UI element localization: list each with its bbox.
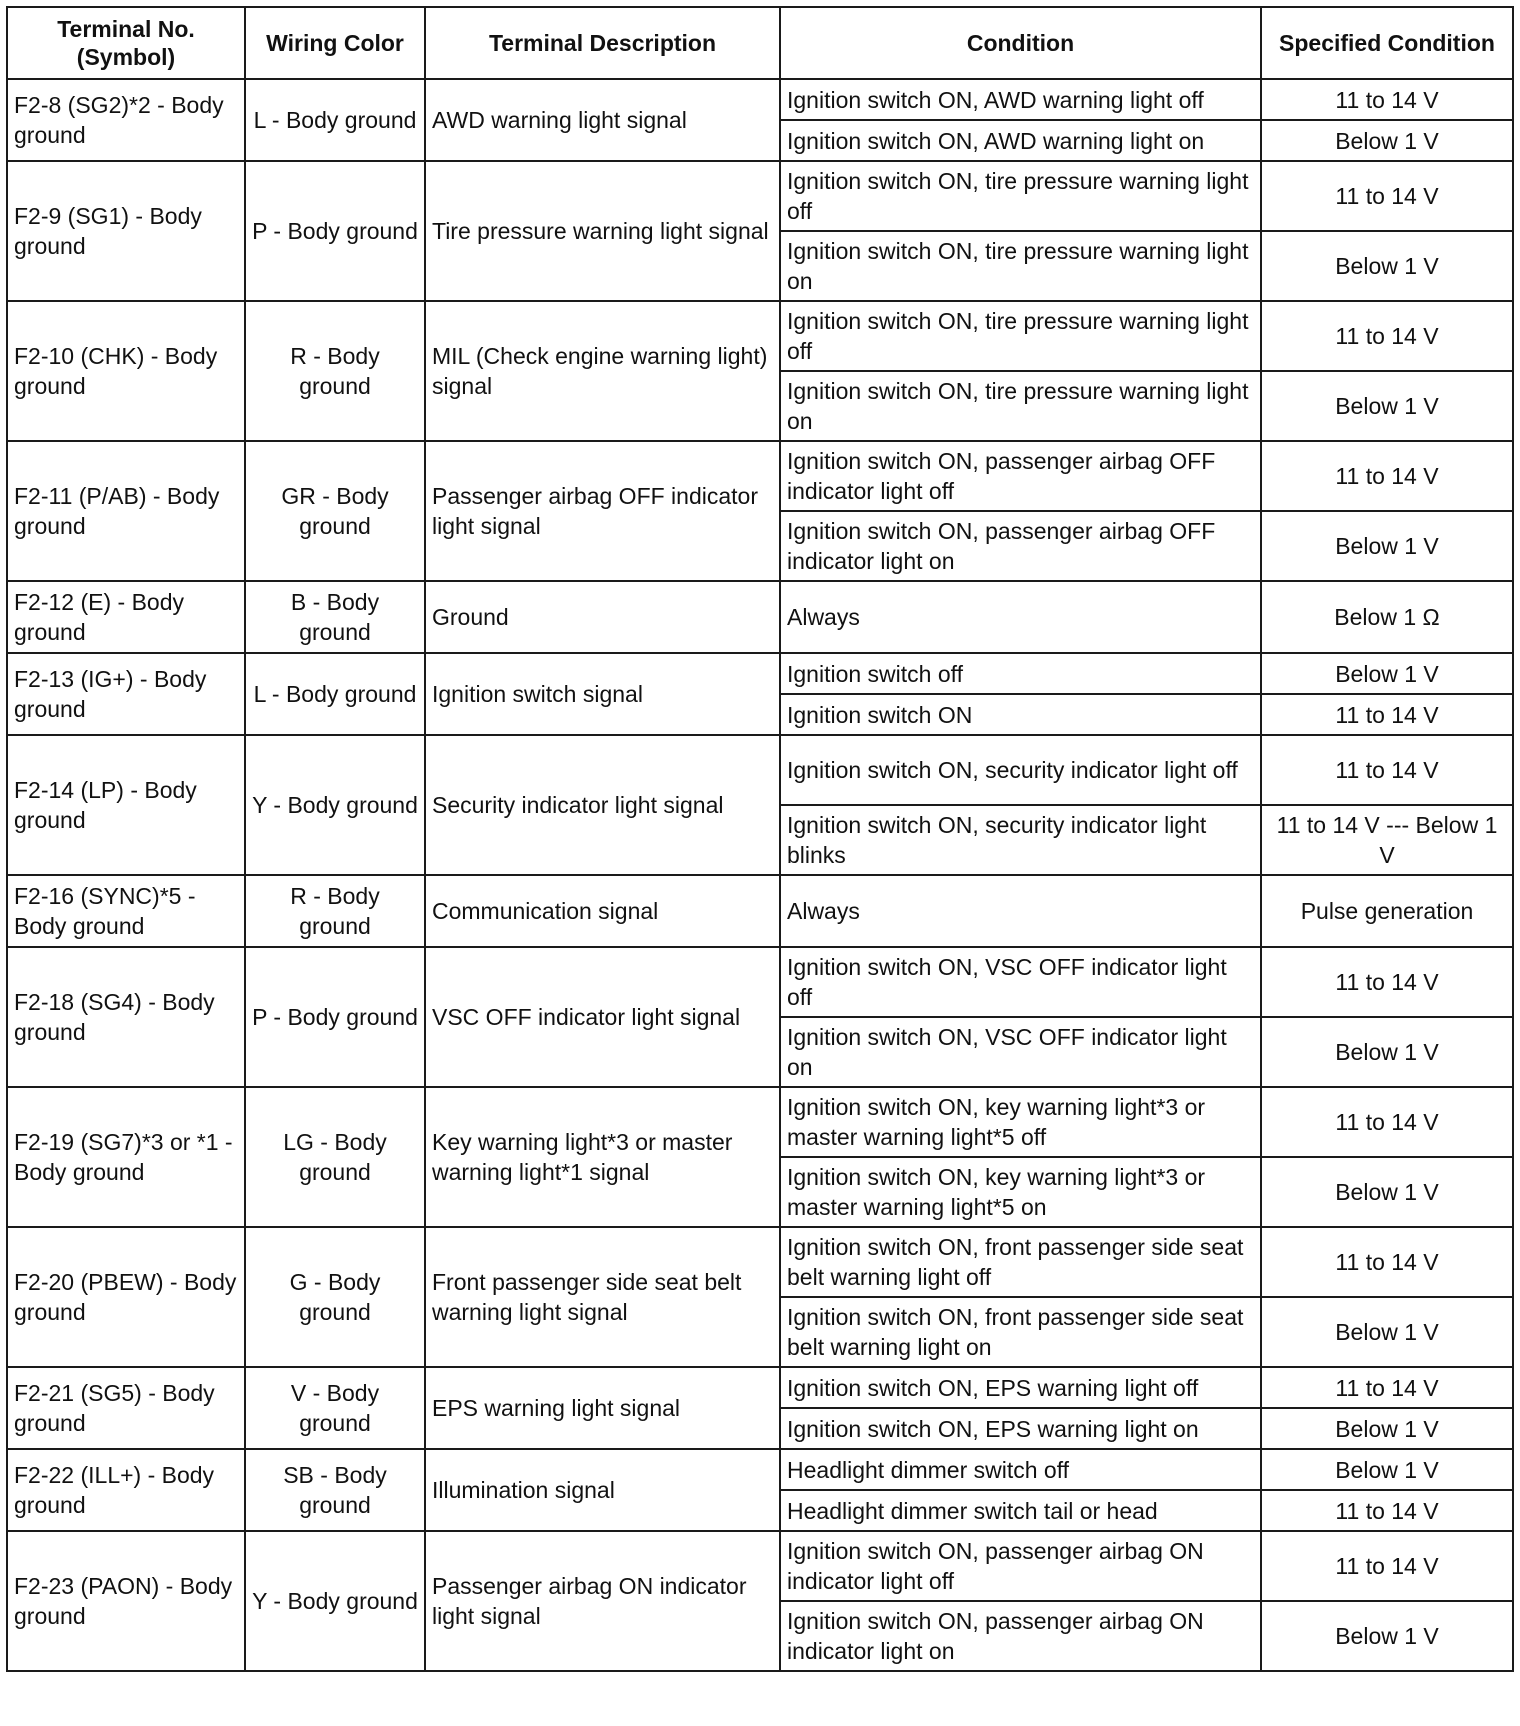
description-cell: EPS warning light signal (425, 1367, 780, 1449)
table-row (7, 79, 1513, 120)
description-cell: Passenger airbag ON indicator light signal (425, 1531, 780, 1671)
condition-cell: Ignition switch ON, tire pressure warning light on (780, 371, 1261, 441)
description-cell: Illumination signal (425, 1449, 780, 1531)
condition-cell: Ignition switch ON, security indicator light blinks (780, 805, 1261, 875)
specified-condition-cell: 11 to 14 V (1261, 1531, 1513, 1601)
wiring-color-cell: R - Body ground (245, 301, 425, 441)
specified-condition-cell: Below 1 V (1261, 1017, 1513, 1087)
table-row (7, 1449, 1513, 1490)
specified-condition-cell: Below 1 V (1261, 371, 1513, 441)
terminal-cell: F2-18 (SG4) - Body ground (7, 947, 245, 1087)
wiring-color-cell: SB - Body ground (245, 1449, 425, 1531)
wiring-color-cell: L - Body ground (245, 79, 425, 161)
condition-cell: Headlight dimmer switch tail or head (780, 1490, 1261, 1531)
terminal-cell: F2-20 (PBEW) - Body ground (7, 1227, 245, 1367)
table-row (7, 653, 1513, 694)
specified-condition-cell: Below 1 V (1261, 653, 1513, 694)
description-cell: Key warning light*3 or master warning light*1 signal (425, 1087, 780, 1227)
header-wiring-color: Wiring Color (245, 7, 425, 79)
condition-cell: Ignition switch ON, front passenger side seat belt warning light on (780, 1297, 1261, 1367)
wiring-color-cell: Y - Body ground (245, 1531, 425, 1671)
wiring-color-cell: B - Body ground (245, 581, 425, 653)
table-row (7, 581, 1513, 653)
terminal-spec-table (6, 6, 1514, 1672)
specified-condition-cell: Pulse generation (1261, 875, 1513, 947)
description-cell: MIL (Check engine warning light) signal (425, 301, 780, 441)
specified-condition-cell: 11 to 14 V --- Below 1 V (1261, 805, 1513, 875)
wiring-color-cell: G - Body ground (245, 1227, 425, 1367)
wiring-color-cell: P - Body ground (245, 161, 425, 301)
condition-cell: Ignition switch ON (780, 694, 1261, 735)
wiring-color-cell: GR - Body ground (245, 441, 425, 581)
table-row (7, 947, 1513, 1017)
header-specified-condition: Specified Condition (1261, 7, 1513, 79)
condition-cell: Ignition switch ON, tire pressure warning light off (780, 161, 1261, 231)
table-row (7, 301, 1513, 371)
condition-cell: Ignition switch ON, EPS warning light on (780, 1408, 1261, 1449)
condition-cell: Ignition switch ON, EPS warning light off (780, 1367, 1261, 1408)
terminal-cell: F2-12 (E) - Body ground (7, 581, 245, 653)
wiring-color-cell: LG - Body ground (245, 1087, 425, 1227)
specified-condition-cell: 11 to 14 V (1261, 441, 1513, 511)
terminal-cell: F2-10 (CHK) - Body ground (7, 301, 245, 441)
specified-condition-cell: 11 to 14 V (1261, 79, 1513, 120)
table-row (7, 441, 1513, 511)
condition-cell: Always (780, 581, 1261, 653)
specified-condition-cell: Below 1 V (1261, 1297, 1513, 1367)
condition-cell: Ignition switch ON, AWD warning light on (780, 120, 1261, 161)
condition-cell: Ignition switch ON, front passenger side seat belt warning light off (780, 1227, 1261, 1297)
description-cell: Security indicator light signal (425, 735, 780, 875)
specified-condition-cell: Below 1 V (1261, 1601, 1513, 1671)
condition-cell: Ignition switch ON, AWD warning light off (780, 79, 1261, 120)
condition-cell: Headlight dimmer switch off (780, 1449, 1261, 1490)
terminal-cell: F2-11 (P/AB) - Body ground (7, 441, 245, 581)
specified-condition-cell: Below 1 V (1261, 231, 1513, 301)
specified-condition-cell: Below 1 V (1261, 511, 1513, 581)
table-row (7, 735, 1513, 805)
description-cell: Passenger airbag OFF indicator light signal (425, 441, 780, 581)
specified-condition-cell: 11 to 14 V (1261, 301, 1513, 371)
table-row (7, 161, 1513, 231)
condition-cell: Ignition switch ON, tire pressure warning light on (780, 231, 1261, 301)
table-row (7, 1227, 1513, 1297)
terminal-cell: F2-14 (LP) - Body ground (7, 735, 245, 875)
table-row (7, 1367, 1513, 1408)
description-cell: Front passenger side seat belt warning light signal (425, 1227, 780, 1367)
specified-condition-cell: Below 1 V (1261, 1157, 1513, 1227)
terminal-cell: F2-22 (ILL+) - Body ground (7, 1449, 245, 1531)
condition-cell: Ignition switch ON, security indicator light off (780, 735, 1261, 805)
header-terminal: Terminal No. (Symbol) (7, 7, 245, 79)
header-condition: Condition (780, 7, 1261, 79)
terminal-cell: F2-23 (PAON) - Body ground (7, 1531, 245, 1671)
condition-cell: Ignition switch ON, key warning light*3 or master warning light*5 on (780, 1157, 1261, 1227)
specified-condition-cell: 11 to 14 V (1261, 694, 1513, 735)
specified-condition-cell: Below 1 Ω (1261, 581, 1513, 653)
description-cell: AWD warning light signal (425, 79, 780, 161)
condition-cell: Ignition switch ON, VSC OFF indicator light on (780, 1017, 1261, 1087)
specified-condition-cell: 11 to 14 V (1261, 735, 1513, 805)
wiring-color-cell: L - Body ground (245, 653, 425, 735)
description-cell: VSC OFF indicator light signal (425, 947, 780, 1087)
specified-condition-cell: 11 to 14 V (1261, 161, 1513, 231)
wiring-color-cell: Y - Body ground (245, 735, 425, 875)
condition-cell: Ignition switch ON, passenger airbag ON indicator light off (780, 1531, 1261, 1601)
header-row (7, 7, 1513, 79)
description-cell: Ignition switch signal (425, 653, 780, 735)
condition-cell: Ignition switch ON, tire pressure warning light off (780, 301, 1261, 371)
terminal-cell: F2-16 (SYNC)*5 - Body ground (7, 875, 245, 947)
condition-cell: Ignition switch ON, passenger airbag OFF indicator light off (780, 441, 1261, 511)
header-terminal-description: Terminal Description (425, 7, 780, 79)
condition-cell: Ignition switch ON, passenger airbag OFF indicator light on (780, 511, 1261, 581)
terminal-cell: F2-9 (SG1) - Body ground (7, 161, 245, 301)
terminal-spec-sheet (6, 6, 1512, 1672)
wiring-color-cell: R - Body ground (245, 875, 425, 947)
terminal-cell: F2-13 (IG+) - Body ground (7, 653, 245, 735)
specified-condition-cell: 11 to 14 V (1261, 1490, 1513, 1531)
condition-cell: Ignition switch off (780, 653, 1261, 694)
description-cell: Communication signal (425, 875, 780, 947)
condition-cell: Ignition switch ON, VSC OFF indicator light off (780, 947, 1261, 1017)
condition-cell: Always (780, 875, 1261, 947)
table-row (7, 1531, 1513, 1601)
condition-cell: Ignition switch ON, key warning light*3 or master warning light*5 off (780, 1087, 1261, 1157)
description-cell: Tire pressure warning light signal (425, 161, 780, 301)
specified-condition-cell: Below 1 V (1261, 120, 1513, 161)
specified-condition-cell: 11 to 14 V (1261, 1367, 1513, 1408)
terminal-cell: F2-19 (SG7)*3 or *1 - Body ground (7, 1087, 245, 1227)
specified-condition-cell: Below 1 V (1261, 1408, 1513, 1449)
specified-condition-cell: 11 to 14 V (1261, 947, 1513, 1017)
condition-cell: Ignition switch ON, passenger airbag ON indicator light on (780, 1601, 1261, 1671)
wiring-color-cell: P - Body ground (245, 947, 425, 1087)
specified-condition-cell: 11 to 14 V (1261, 1227, 1513, 1297)
description-cell: Ground (425, 581, 780, 653)
table-row (7, 875, 1513, 947)
wiring-color-cell: V - Body ground (245, 1367, 425, 1449)
specified-condition-cell: Below 1 V (1261, 1449, 1513, 1490)
terminal-cell: F2-8 (SG2)*2 - Body ground (7, 79, 245, 161)
specified-condition-cell: 11 to 14 V (1261, 1087, 1513, 1157)
terminal-cell: F2-21 (SG5) - Body ground (7, 1367, 245, 1449)
table-row (7, 1087, 1513, 1157)
